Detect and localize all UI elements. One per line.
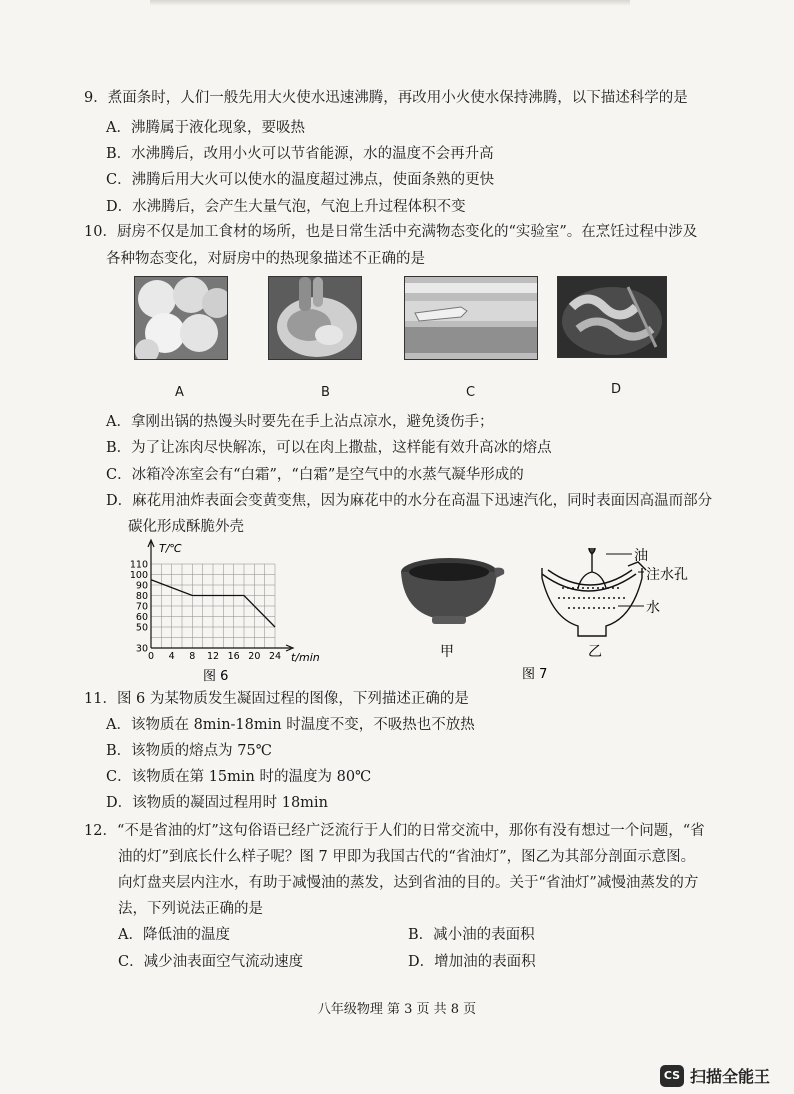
chart-y-tick-label: 70 <box>135 601 148 613</box>
q10-option-b: B．为了让冻肉尽快解冻，可以在肉上撒盐，这样能有效升高冰的熔点 <box>106 440 552 456</box>
chart-y-tick-label: 30 <box>135 643 148 655</box>
q10-option-d: D．麻花用油炸表面会变黄变焦，因为麻花中的水分在高温下迅速汽化，同时表面因高温而部分 <box>106 493 713 509</box>
figure-7-caption: 图 7 <box>522 667 548 682</box>
photo-label-b: B <box>321 385 330 400</box>
photo-steamed-buns <box>134 276 228 360</box>
chart-y-tick-label: 80 <box>135 591 148 602</box>
chart-x-tick-label: 24 <box>268 651 282 662</box>
q12-stem-line4: 法，下列说法正确的是 <box>118 901 263 917</box>
figure-7-label-water: 水 <box>646 600 660 616</box>
q10-option-c: C．冰箱冷冻室会有“白霜”，“白霜”是空气中的水蒸气凝华形成的 <box>106 467 524 483</box>
oil-lamp-cross-section <box>542 548 646 636</box>
q12-option-c: C．减少油表面空气流动速度 <box>118 954 304 970</box>
chart-y-tick-label: 110 <box>129 559 148 571</box>
q10-option-a: A．拿刚出锅的热馒头时要先在手上沾点凉水，避免烫伤手； <box>106 414 494 430</box>
camscanner-icon: CS <box>660 1065 684 1087</box>
chart-x-tick-label: 4 <box>168 651 175 662</box>
q9-stem: 9．煮面条时，人们一般先用大火使水迅速沸腾，再改用小火使水保持沸腾，以下描述科学的是 <box>84 90 688 106</box>
q11-option-b: B．该物质的熔点为 75℃ <box>106 743 272 759</box>
chart-x-tick-label: 16 <box>227 651 240 662</box>
figure-7-label-oil: 油 <box>634 548 648 564</box>
q11-option-c: C．该物质在第 15min 时的温度为 80℃ <box>106 769 372 785</box>
chart-x-tick-label: 8 <box>189 651 196 662</box>
q12-stem-line3: 向灯盘夹层内注水，有助于减慢油的蒸发，达到省油的目的。关于“省油灯”减慢油蒸发的方 <box>118 875 699 891</box>
page-footer: 八年级物理 第 3 页 共 8 页 <box>317 1002 477 1017</box>
top-edge-shadow <box>150 0 630 6</box>
photo-freezer-frost <box>404 276 538 360</box>
q12-option-d: D．增加油的表面积 <box>408 954 536 970</box>
q10-stem-line2: 各种物态变化，对厨房中的热现象描述不正确的是 <box>106 251 425 267</box>
q11-option-d: D．该物质的凝固过程用时 18min <box>106 795 328 811</box>
chart-x-tick-label: 0 <box>147 651 155 662</box>
figure-7-label-yi: 乙 <box>588 644 602 660</box>
photo-label-d: D <box>611 382 622 397</box>
scanner-watermark <box>660 1064 770 1087</box>
q9-option-b: B．水沸腾后，改用小火可以节省能源，水的温度不会再升高 <box>106 146 494 162</box>
chart-x-tick-label: 20 <box>248 651 261 662</box>
figure-6-chart <box>125 536 325 686</box>
chart-x-tick-label: 12 <box>206 651 220 662</box>
chart-x-axis-label: t/min <box>291 651 320 664</box>
q9-option-c: C．沸腾后用大火可以使水的温度超过沸点，使面条熟的更快 <box>106 172 495 188</box>
chart-y-axis-label: T/℃ <box>159 542 182 555</box>
q11-option-a: A．该物质在 8min-18min 时温度不变，不吸热也不放热 <box>106 717 475 733</box>
figure-6-caption: 图 6 <box>203 669 229 684</box>
figure-7 <box>392 548 712 683</box>
scanner-watermark-text: 扫描全能王 <box>690 1067 771 1086</box>
q12-option-b: B．减小油的表面积 <box>408 927 535 943</box>
q10-stem-line1: 10．厨房不仅是加工食材的场所，也是日常生活中充满物态变化的“实验室”。在烹饪过程中涉及 <box>84 224 698 240</box>
figure-7-label-hole: 注水孔 <box>646 567 688 583</box>
q9-option-d: D．水沸腾后，会产生大量气泡，气泡上升过程体积不变 <box>106 199 466 215</box>
chart-y-tick-label: 90 <box>135 580 148 592</box>
q12-stem-line2: 油的灯”到底长什么样子呢？图 7 甲即为我国古代的“省油灯”，图乙为其部分剖面示意图。 <box>118 849 696 865</box>
chart-y-tick-label: 50 <box>135 622 148 634</box>
q9-option-a: A．沸腾属于液化现象，要吸热 <box>106 120 305 136</box>
photo-label-a: A <box>175 385 184 400</box>
oil-lamp-photo <box>401 558 504 624</box>
q10-option-d-continued: 碳化形成酥脆外壳 <box>128 519 244 535</box>
chart-y-tick-label: 100 <box>129 570 148 581</box>
chart-y-tick-label: 60 <box>135 612 148 623</box>
q11-stem: 11．图 6 为某物质发生凝固过程的图像，下列描述正确的是 <box>84 691 469 707</box>
figure-7-label-jia: 甲 <box>440 644 454 660</box>
photo-frozen-meat <box>268 276 362 360</box>
photo-fried-dough-twist <box>557 276 667 358</box>
q12-stem-line1: 12．“不是省油的灯”这句俗语已经广泛流行于人们的日常交流中，那你有没有想过一个问题，“省 <box>84 823 705 839</box>
photo-label-c: C <box>466 385 476 400</box>
q12-option-a: A．降低油的温度 <box>118 927 230 943</box>
